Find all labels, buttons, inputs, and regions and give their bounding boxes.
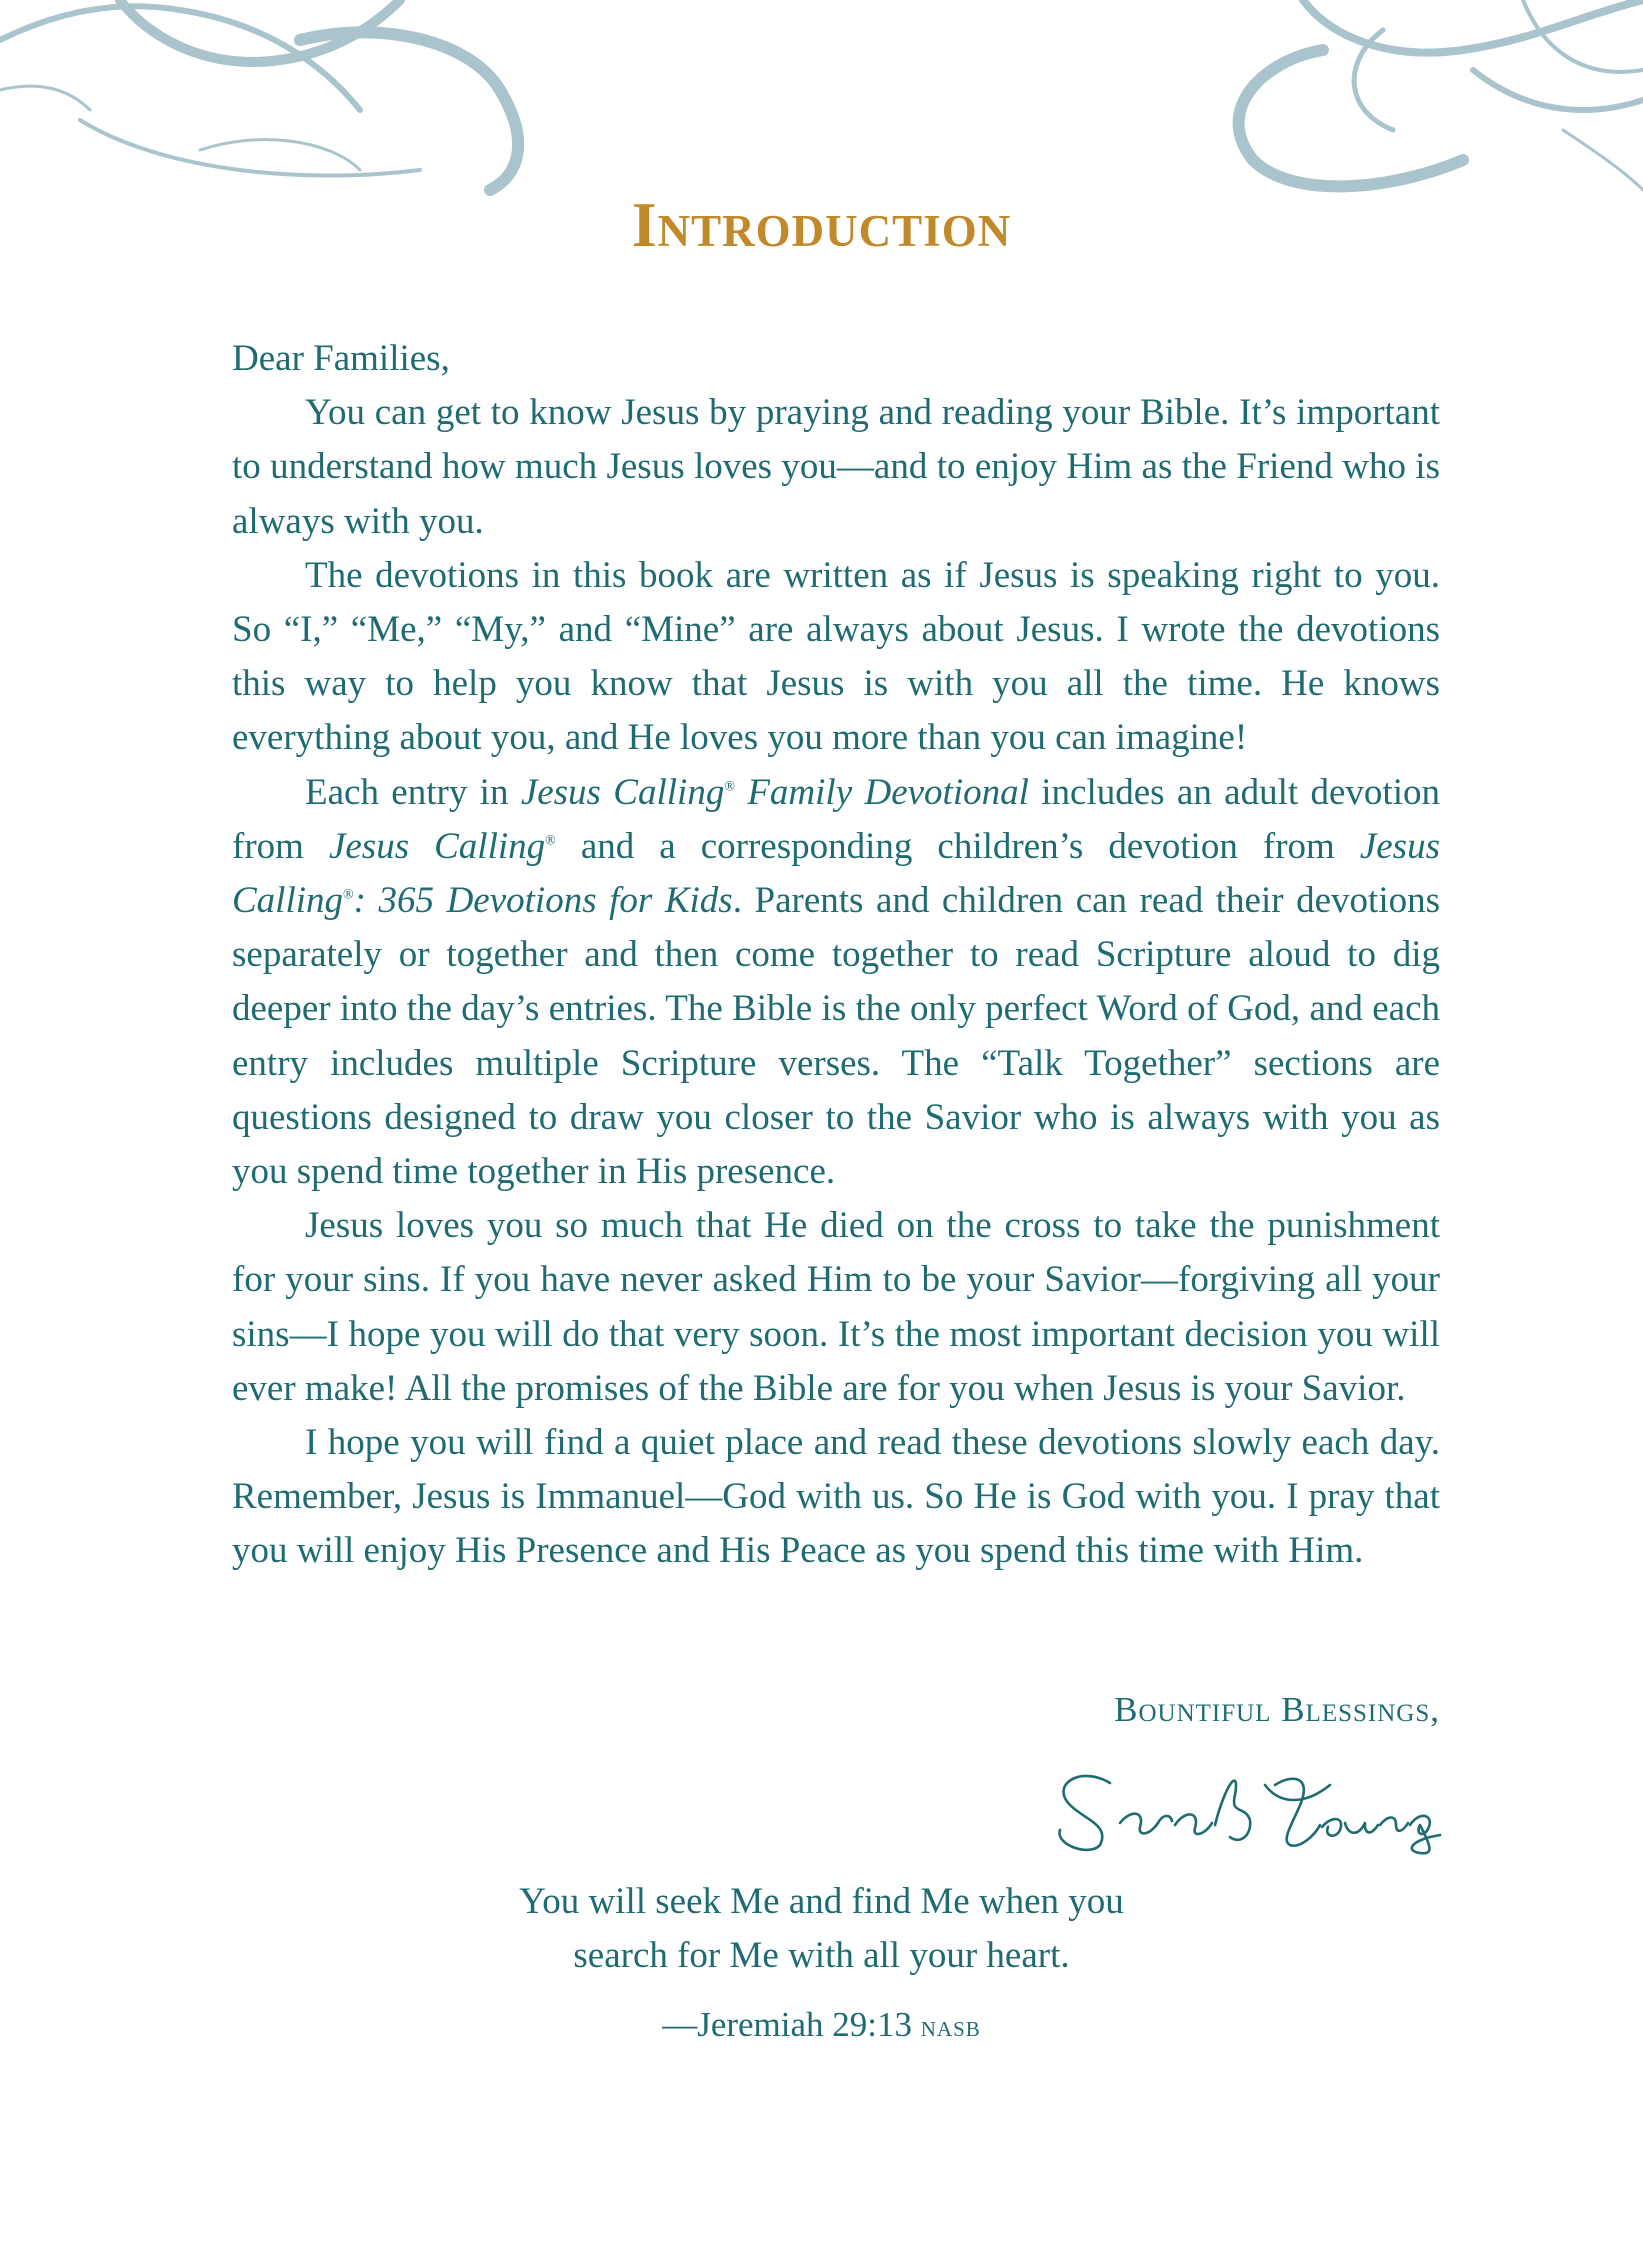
closing-line: Bountiful Blessings, [1114, 1690, 1440, 1729]
corner-flourish-right [1143, 0, 1643, 200]
salutation: Dear Families, [232, 338, 450, 379]
paragraph-3-text-a: Each entry in [305, 771, 521, 813]
registered-mark: ® [724, 779, 735, 795]
book-title-family-a: Jesus Calling [520, 771, 725, 813]
signature-sarah-young [1040, 1745, 1460, 1855]
verse-citation [0, 2005, 1643, 2045]
page-title: Introduction [631, 189, 1012, 260]
scripture-verse [0, 1875, 1643, 1983]
paragraph-2: The devotions in this book are written as if Jesus is speaking right to you. So “I,” “Me,” “My,” and “Mine” are always about Jesus. I wrote the devotions this way to help you know that Jesus is with you all the time. He knows everything about you, and He loves you more than you can imagine! [232, 554, 1440, 759]
paragraph-3 [232, 766, 1440, 1200]
book-title-kids-b: : 365 Devotions for Kids [353, 880, 733, 922]
book-title-jesus-calling: Jesus Calling [328, 825, 546, 867]
paragraph-5: I hope you will find a quiet place and read these devotions slowly each day. Remember, Jesus is Immanuel—God with us. So He is God with you. I pray that you will enjoy His Presence and His Peace as you spend this time with Him. [232, 1422, 1440, 1572]
paragraph-3-text-f: and a corresponding children’s devotion from [555, 825, 1360, 867]
paragraph-4: Jesus loves you so much that He died on the cross to take the punishment for your sins. If you have never asked Him to be your Savior—forgiving all your sins—I hope you will do that very soon. It’s the most important decision you will ever make! All the promises of the Bible are for you when Jesus is your Savior. [232, 1205, 1440, 1409]
verse-line-1: You will seek Me and find Me when you [519, 1881, 1124, 1922]
book-title-family-b: Family Devotional [734, 771, 1029, 813]
paragraph-3-text-i: . Parents and children can read their devotions separately or together and then come together to read Scripture aloud to dig deeper into the day’s entries. The Bible is the only perfect Word of God, and each entry includes multiple Scripture verses. The “Talk Together” sections are questions designed to draw you closer to the Savior who is always with you as you spend time together in His presence. [232, 880, 1441, 1193]
corner-flourish-left [0, 0, 560, 200]
paragraph-3-text-d: includes an adult devotion from [232, 771, 1440, 867]
verse-reference: —Jeremiah 29:13 [662, 2005, 913, 2044]
letter-body [232, 332, 1440, 1579]
registered-mark: ® [343, 887, 354, 903]
paragraph-1: You can get to know Jesus by praying and reading your Bible. It’s important to understand how much Jesus loves you—and to enjoy Him as the Friend who is always with you. [232, 392, 1440, 542]
registered-mark: ® [545, 833, 556, 849]
book-title-kids-a: Jesus Calling [232, 825, 1440, 922]
bible-version: nasb [920, 2010, 981, 2043]
verse-line-2: search for Me with all your heart. [573, 1935, 1070, 1976]
